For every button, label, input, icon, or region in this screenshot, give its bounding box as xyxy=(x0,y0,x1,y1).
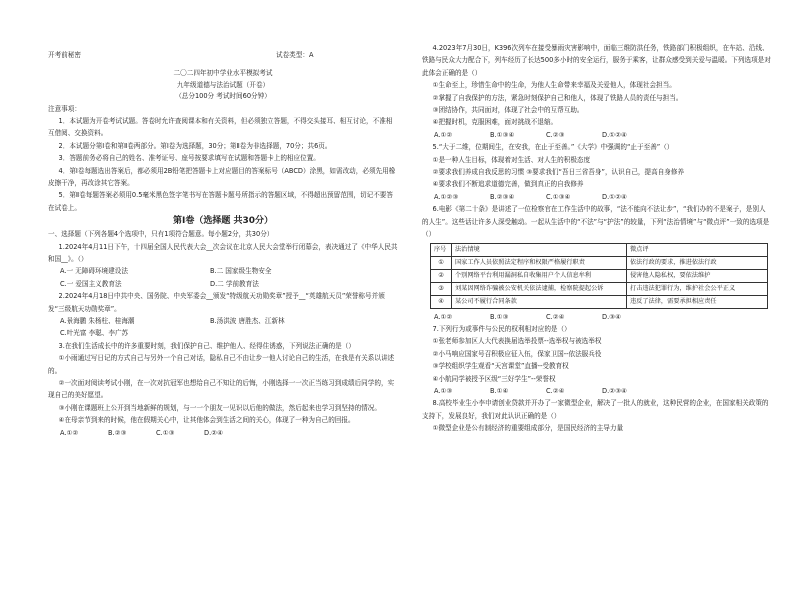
note-item: 5．第Ⅱ卷每题答案必须用0.5毫米黑色签字笔书写在答题卡题号所指示的答题区域，不得超出预留范围，切记不要答在试卷上。 xyxy=(48,191,393,212)
question-3-item: ②一次面对阅读考试小刚，在一次对抗冠军也想给自己不知让的后悔，小刚选择一一次正当练习到成绩后同学的，实现自己的美好愿望。 xyxy=(48,379,395,400)
question-8-item: ①微型企业是公有制经济的重要组成部分，是国民经济的主导力量 xyxy=(432,424,624,433)
option-d[interactable]: D.①②④ xyxy=(602,130,627,139)
table-cell: 个别网络平台利用漏洞私自收集用户个人信息牟利 xyxy=(452,269,627,282)
question-4-item: ③团结协作，共同面对，体现了社会中的互帮互助。 xyxy=(432,106,584,115)
question-3-item: ④在母亲节到来的时候，他在假期关心中，让其他体会到生活之间的关心，体现了一种为自己的回报。 xyxy=(58,416,355,425)
question-5-item: ①是一种人生目标，体现着对生活、对人生的积极态度 xyxy=(432,155,591,164)
table-cell: 刘某因网络诈骗被公安机关依法逮捕，检察院提起公诉 xyxy=(452,282,627,295)
table-row xyxy=(431,256,768,269)
question-3-item: ①小雨通过写日记的方式自己与另外一个自己对话，隐私自己不由让步一他人讨论自己的生活，在我是有关系以讲述的。 xyxy=(48,354,395,375)
question-7-options xyxy=(422,385,772,397)
question-4-stem: 4.2023年7月30日，K396次列车在接受暴雨灾害影响中，面临三维防洪任务，铁路部门积极组织，在车站、沿线、铁路与民众大力配合下，列车经历了长达500多小时的安全运行，服务于乘客，让群众感受到关爱与温暖。下列选项是对此体会正确的是（） xyxy=(422,44,771,77)
table-cell: 某公司不履行合同条款 xyxy=(452,295,627,308)
section-heading: 第Ⅰ卷（选择题 共30分） xyxy=(172,216,273,227)
question-1-options-row xyxy=(48,265,398,277)
question-5-item: ②要求我们养成自我反思的习惯 ③要求我们“吾日三省吾身”，认识自己，提高自身修养 xyxy=(432,168,685,177)
table-header: 法治情境 xyxy=(452,243,627,256)
table-cell: 依法行政的要求，推进依法行政 xyxy=(627,256,768,269)
table-cell: 打击违法犯罪行为，维护社会公平正义 xyxy=(627,282,768,295)
table-cell: 侵害他人隐私权，要依法维护 xyxy=(627,269,768,282)
option[interactable]: A.景海鹏 朱杨柱、桂海潮 xyxy=(60,317,135,325)
section-intro: 一、选择题（下列各题4个选项中，只有1项符合题意。每小题2分，共30分） xyxy=(48,230,274,239)
table-cell: 违反了法律，需要承担相应责任 xyxy=(627,295,768,308)
question-7-stem: 7.下列行为或事件与公民的权利相对应的是（） xyxy=(432,324,571,333)
option-d[interactable]: D.③④ xyxy=(602,312,621,321)
question-1-options-row xyxy=(48,278,398,290)
option-b[interactable]: B.①③ xyxy=(490,312,509,321)
table-cell: ② xyxy=(431,269,452,282)
question-7-item: ①张老师参加区人大代表换届选举投票--选举权与被选举权 xyxy=(432,337,602,346)
note-item: 4．第Ⅰ卷每题选出答案后，都必须用2B铅笔把答题卡上对应题目的答案标号（ABCD）涂黑，如需改动，必须先用橡皮擦干净，再改涂其它答案。 xyxy=(48,166,396,187)
table-cell: ① xyxy=(431,256,452,269)
question-2-stem: 2.2024年4月18日中共中央、国务院、中央军委会__颁发“特级航天功勋奖章”授予__“英雄航天员”荣誉称号并颁发“三级航天功勋奖章”。 xyxy=(48,292,385,313)
question-7-item: ④小航同学被授予区级“三好学生”--荣誉权 xyxy=(432,374,556,383)
right-column xyxy=(422,42,772,435)
table-header: 序号 xyxy=(431,243,452,256)
option-a[interactable]: A.①③ xyxy=(434,386,453,395)
option-a[interactable]: A.①②③ xyxy=(434,192,459,201)
question-6-table xyxy=(430,243,768,309)
option-b[interactable]: B.①③④ xyxy=(490,130,515,139)
option-a[interactable]: A.①② xyxy=(434,130,453,139)
option-d[interactable]: D.①②④ xyxy=(602,192,627,201)
exam-score-time: （总分100分 考试时间60分钟） xyxy=(175,92,271,100)
question-4-item: ②掌握了自我保护的方法，紧急时刻保护自己和他人，体现了铁路人员的责任与担当。 xyxy=(432,93,683,102)
question-3-item: ③小刚在课题班上公开到当地新鲜的规划，与一一个朋友一见识以后他的做法，然后起来也学习到坚持的情况。 xyxy=(58,403,381,412)
option-a[interactable]: A.①② xyxy=(60,428,79,437)
question-4-options xyxy=(422,129,772,141)
option-a[interactable]: A.①② xyxy=(434,312,453,321)
table-row xyxy=(431,282,768,295)
option-c[interactable]: C.①③ xyxy=(156,428,175,437)
option-c[interactable]: C.②④ xyxy=(546,312,565,321)
option-d[interactable]: D.②③④ xyxy=(602,386,627,395)
question-7-item: ③学校组织学生观看“天宫课堂”直播--受教育权 xyxy=(432,362,569,371)
table-cell: ④ xyxy=(431,295,452,308)
question-5-stem: 5.“大于二维，位期间生，在安我，在止于至善。”《大学》中强调的“止于至善”（） xyxy=(432,143,674,152)
option-d[interactable]: D.②④ xyxy=(204,428,223,437)
note-item: 2．本试题分第Ⅰ卷和第Ⅱ卷两部分。第Ⅰ卷为选择题，30分；第Ⅱ卷为非选择题，70分；共6页。 xyxy=(58,141,332,150)
question-6-stem: 6.电影《第二十条》是讲述了一位检察官在工作生活中的故事，“法不能向不法让步”，“我们办的不是案子，是别人的人生”。这些话让许多人深受触动。一起从生活中的“不法”与“护法”的较量，下列“法治情境”与“微点评”一致的选项是（） xyxy=(422,205,770,239)
option[interactable]: B.汤洪波 唐胜杰、江新林 xyxy=(210,317,285,325)
question-2-options-row xyxy=(48,315,398,327)
table-cell: 国家工作人员依照法定程序和权限严格履行职责 xyxy=(452,256,627,269)
exam-subtitle: 九年级道德与法治试题（开卷） xyxy=(176,80,270,89)
question-6-options xyxy=(422,311,772,323)
table-cell: ③ xyxy=(431,282,452,295)
option[interactable]: B.二 国家级生物安全 xyxy=(210,267,272,276)
left-column xyxy=(48,42,398,439)
question-1-stem: 1.2024年4月11日下午，十四届全国人民代表大会__次会议在北京人民大会堂举行闭幕会，表决通过了《中华人民共和国__》。（） xyxy=(48,242,398,263)
question-8-stem: 8.高校毕业生小李申请创业贷款并开办了一家微型企业，解决了一批人的就业，这种民营的企业，在国家相关政策的支持下，发展良好，我们对此认识正确的是（） xyxy=(422,399,769,420)
question-7-item: ②小马响应国家号召积极应征入伍，保家卫国--依法服兵役 xyxy=(432,349,602,358)
question-5-item: ④要求我们不断追求道德完善，做到真正的自我修养 xyxy=(432,180,584,189)
question-2-options-row xyxy=(48,327,398,339)
secret-label: 开考前秘密 xyxy=(48,51,81,59)
notes-heading: 注意事项： xyxy=(48,104,81,113)
note-item: 1．本试题为开卷考试试题。答卷时允许查阅课本和有关资料，但必须独立答题，不得交头接耳、相互讨论，不准相互借阅、交换资料。 xyxy=(48,116,393,138)
question-3-stem: 3.在我们生活成长中的许多重要时刻，我们保护自己、维护他人、经得住诱惑，下列说法正确的是（） xyxy=(58,341,355,350)
question-3-options xyxy=(48,427,398,439)
note-item: 3．答题前务必将自己的姓名、准考证号、座号按要求填写在试题和答题卡上的相应位置。 xyxy=(58,154,320,163)
option-b[interactable]: B.②③ xyxy=(108,428,127,437)
option-c[interactable]: C.②③ xyxy=(546,130,565,139)
question-4-item: ①生命至上，珍惜生命中的生命，为他人生命带来幸福及关爱他人，体现社会担当。 xyxy=(432,81,676,90)
exam-type-label: 试卷类型：A xyxy=(276,51,314,59)
option[interactable]: C.叶光富 李聪、李广苏 xyxy=(60,329,129,338)
option-b[interactable]: B.①④ xyxy=(490,386,509,395)
question-4-item: ④把握时机，克服困难，面对挑战不退缩。 xyxy=(432,118,558,127)
exam-title: 二〇二四年初中学业水平模拟考试 xyxy=(173,69,273,77)
option-c[interactable]: C.②④ xyxy=(546,386,565,395)
table-row xyxy=(431,295,768,308)
table-header-row xyxy=(431,243,768,256)
question-5-options xyxy=(422,191,772,203)
option[interactable]: D.二 学前教育法 xyxy=(210,279,259,288)
option-b[interactable]: B.②③④ xyxy=(490,192,515,201)
option[interactable]: A.一 无障碍环境建设法 xyxy=(60,267,128,276)
table-header: 微点评 xyxy=(627,243,768,256)
table-row xyxy=(431,269,768,282)
option-c[interactable]: C.①③④ xyxy=(546,192,571,201)
title-block xyxy=(48,68,398,103)
option[interactable]: C.一 爱国主义教育法 xyxy=(60,279,122,288)
